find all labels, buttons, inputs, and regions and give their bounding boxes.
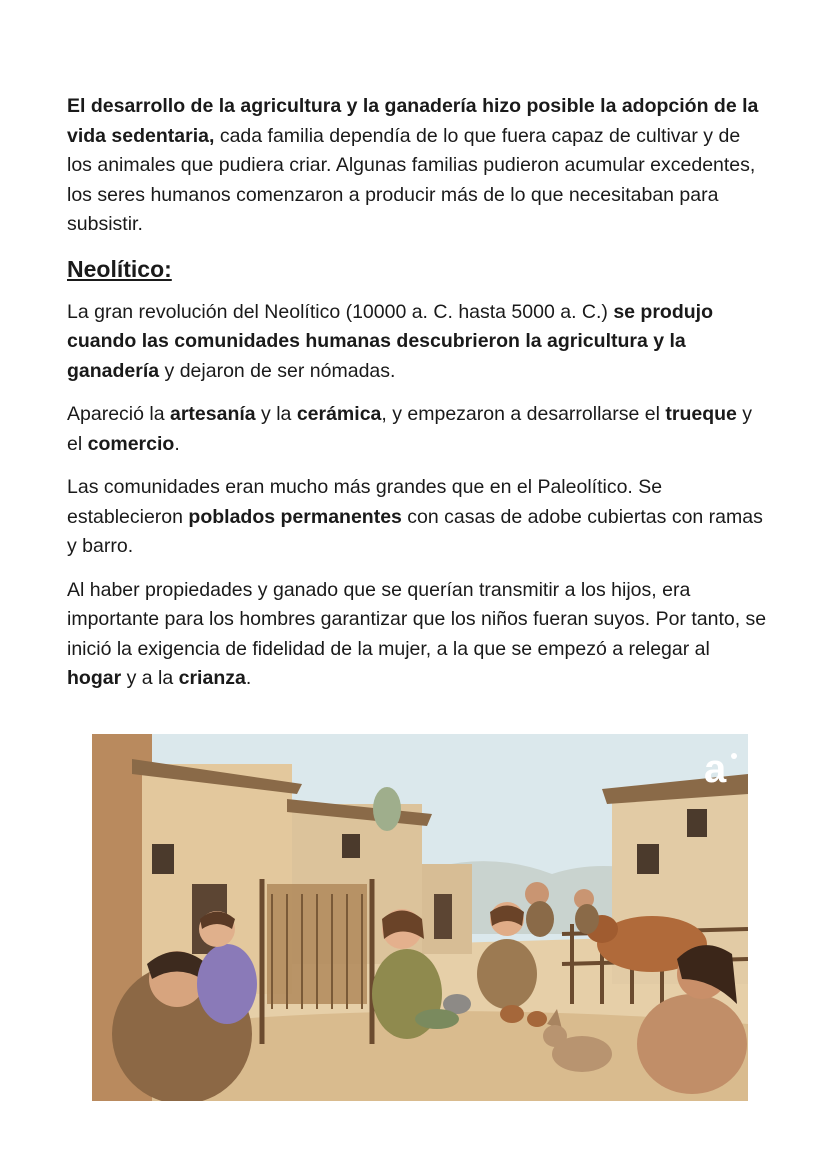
text-span: con casas de adobe cubiertas con ramas y barro. — [67, 505, 763, 557]
small-house-door — [434, 894, 452, 939]
right-house-window-2 — [687, 809, 707, 837]
bold-span: se produjo cuando las comunidades humanas descubrieron la agricultura y la ganadería — [67, 300, 713, 382]
illustration-canvas — [92, 734, 748, 1101]
document-body — [67, 92, 767, 694]
clay-pot — [500, 1005, 524, 1023]
bold-span: poblados permanentes — [188, 505, 402, 528]
text-span: La gran revolución del Neolítico (10000 a. C. hasta 5000 a. C.) — [67, 300, 614, 323]
paragraph-society — [67, 576, 767, 694]
middle-house-window — [342, 834, 360, 858]
section-heading: Neolítico: — [67, 255, 172, 282]
intro-text: cada familia dependía de lo que fuera capaz de cultivar y de los animales que pudiera criar. Algunas familias pudieron acumular excedentes, los seres humanos comenzaron a producir más de lo que necesitaban para subsistir. — [67, 124, 756, 235]
grinding-stone — [415, 1009, 459, 1029]
neolithic-village-illustration — [92, 734, 748, 1101]
intro-bold: El desarrollo de la agricultura y la ganadería hizo posible la adopción de la vida sedentaria, — [67, 95, 759, 147]
paragraph-crafts — [67, 400, 767, 459]
text-span: y dejaron de ser nómadas. — [159, 359, 396, 382]
text-span: y la — [255, 403, 297, 425]
text-span: Apareció la — [67, 403, 170, 425]
bold-span: crianza — [178, 667, 246, 689]
text-span: Las comunidades eran mucho más grandes que en el Paleolítico. Se establecieron — [67, 476, 663, 528]
logo-dot — [731, 753, 737, 759]
left-house-window — [152, 844, 174, 874]
text-span: y a la — [121, 667, 179, 689]
text-span: Al haber propiedades y ganado que se querían transmitir a los hijos, era importante para los hombres garantizar que los niños fueran suyos. Por tanto, se inició la exigencia de fidelidad de la mujer, a la que se empezó a relegar al — [67, 578, 767, 660]
tree — [373, 787, 401, 831]
intro-paragraph — [67, 92, 767, 240]
text-span: . — [174, 432, 180, 455]
bold-span: trueque — [665, 403, 737, 425]
paragraph-revolution — [67, 298, 767, 387]
bold-span: comercio — [87, 432, 175, 455]
bold-span: hogar — [67, 667, 122, 689]
text-span: y el — [67, 403, 753, 455]
text-span: , y empezaron a desarrollarse el — [381, 403, 666, 425]
paragraph-settlements — [67, 473, 767, 562]
bold-span: cerámica — [296, 403, 382, 425]
right-house-window — [637, 844, 659, 874]
publisher-logo: a — [704, 747, 727, 791]
text-span: . — [245, 667, 252, 689]
bold-span: artesanía — [169, 403, 256, 425]
clay-pot-2 — [527, 1011, 547, 1027]
